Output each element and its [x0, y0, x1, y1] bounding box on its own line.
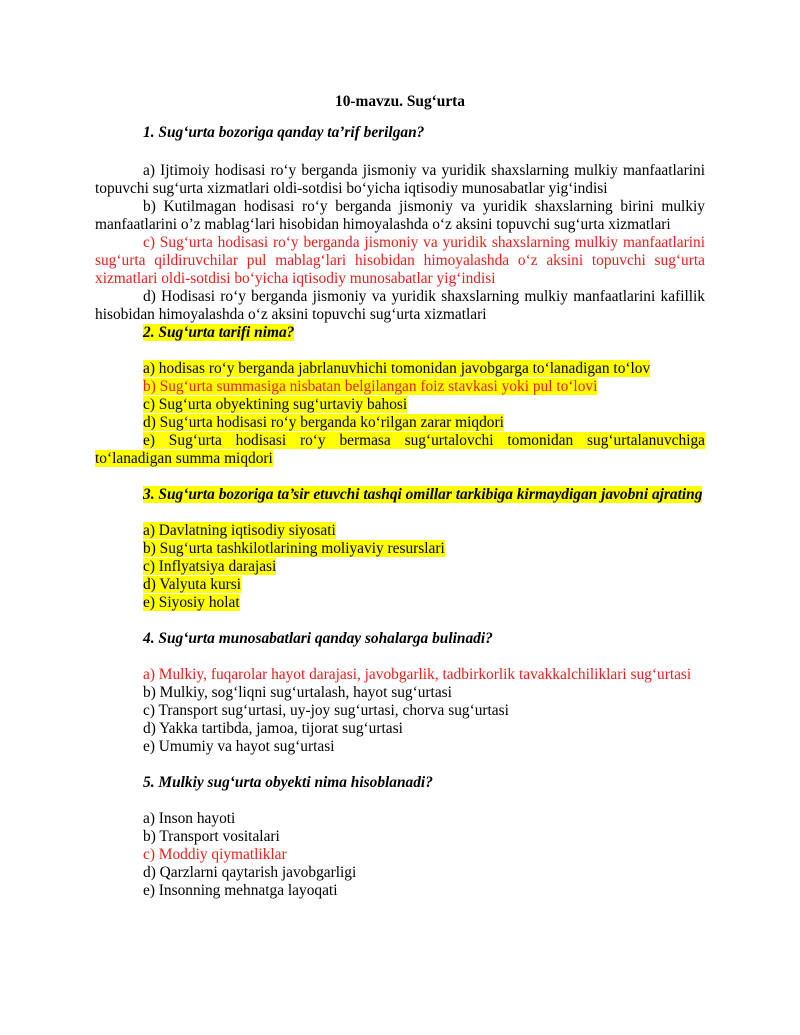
q1-option-a: a) Ijtimoiy hodisasi ro‘y berganda jismoniy va yuridik shaxslarning mulkiy manfaatlarini topuvchi sug‘urta xizmatlari oldi-sotdisi bo‘yicha iqtisodiy munosabatlar yig‘indisi: [95, 162, 705, 197]
q3-option-a: a) Davlatning iqtisodiy siyosati: [143, 522, 336, 539]
q2-option-b-correct: b) Sug‘urta summasiga nisbatan belgilangan foiz stavkasi yoki pul to‘lovi: [143, 378, 598, 395]
q5-option-a: a) Inson hayoti: [143, 810, 236, 827]
q1-option-b: b) Kutilmagan hodisasi ro‘y berganda jismoniy va yuridik shaxslarning birini mulkiy manfaatlarini o’z mablag‘lari hisobidan himoyalashda o‘z aksini topuvchi sug‘urta xizmatlari: [95, 198, 705, 233]
page-title: 10-mavzu. Sug‘urta: [335, 93, 465, 110]
q2-option-c: c) Sug‘urta obyektining sug‘urtaviy bahosi: [143, 396, 408, 413]
question-1: 1. Sug‘urta bozoriga qanday ta’rif berilgan?: [143, 124, 425, 141]
q5-option-e: e) Insonning mehnatga layoqati: [143, 882, 338, 899]
document-page: [95, 93, 705, 900]
q4-option-d: d) Yakka tartibda, jamoa, tijorat sug‘urtasi: [143, 720, 403, 737]
q5-option-d: d) Qarzlarni qaytarish javobgarligi: [143, 864, 357, 881]
q1-option-d: d) Hodisasi ro‘y berganda jismoniy va yuridik shaxslarning mulkiy manfaatlarini kafillik hisobidan himoyalashda o‘z aksini topuvchi sug‘urta xizmatlari: [95, 288, 705, 323]
q4-option-e: e) Umumiy va hayot sug‘urtasi: [143, 738, 335, 755]
question-5: 5. Mulkiy sug‘urta obyekti nima hisoblanadi?: [143, 774, 433, 791]
q2-option-e: e) Sug‘urta hodisasi ro‘y bermasa sug‘urtalovchi tomonidan sug‘urtalanuvchiga to‘lanadigan summa miqdori: [95, 432, 705, 467]
q3-option-e: e) Siyosiy holat: [143, 594, 240, 611]
q2-option-a: a) hodisas ro‘y berganda jabrlanuvhichi tomonidan javobgarga to‘lanadigan to‘lov: [143, 360, 651, 377]
q3-option-c: c) Inflyatsiya darajasi: [143, 558, 277, 575]
q4-option-c: c) Transport sug‘urtasi, uy-joy sug‘urtasi, chorva sug‘urtasi: [143, 702, 509, 719]
q3-option-b: b) Sug‘urta tashkilotlarining moliyaviy resurslari: [143, 540, 445, 557]
q4-option-b: b) Mulkiy, sog‘liqni sug‘urtalash, hayot sug‘urtasi: [143, 684, 452, 701]
q4-option-a-correct: a) Mulkiy, fuqarolar hayot darajasi, javobgarlik, tadbirkorlik tavakkalchiliklari sug‘urtasi: [143, 666, 692, 683]
q5-option-b: b) Transport vositalari: [143, 828, 280, 845]
question-3: 3. Sug‘urta bozoriga ta’sir etuvchi tashqi omillar tarkibiga kirmaydigan javobni ajrating: [143, 486, 703, 503]
q2-option-d: d) Sug‘urta hodisasi ro‘y berganda ko‘rilgan zarar miqdori: [143, 414, 504, 431]
question-4: 4. Sug‘urta munosabatlari qanday sohalarga bulinadi?: [143, 630, 493, 647]
question-2: 2. Sug‘urta tarifi nima?: [143, 324, 295, 341]
q1-option-c-correct: c) Sug‘urta hodisasi ro‘y berganda jismoniy va yuridik shaxslarning mulkiy manfaatlarini sug‘urta qildiruvchilar pul mablag‘lari hisobidan himoyalashda o‘z aksini topuvchi sug‘urta xizmatlari oldi-sotdisi bo‘yicha iqtisodiy munosabatlar yig‘indisi: [95, 234, 705, 287]
q3-option-d: d) Valyuta kursi: [143, 576, 242, 593]
q5-option-c-correct: c) Moddiy qiymatliklar: [143, 846, 287, 863]
